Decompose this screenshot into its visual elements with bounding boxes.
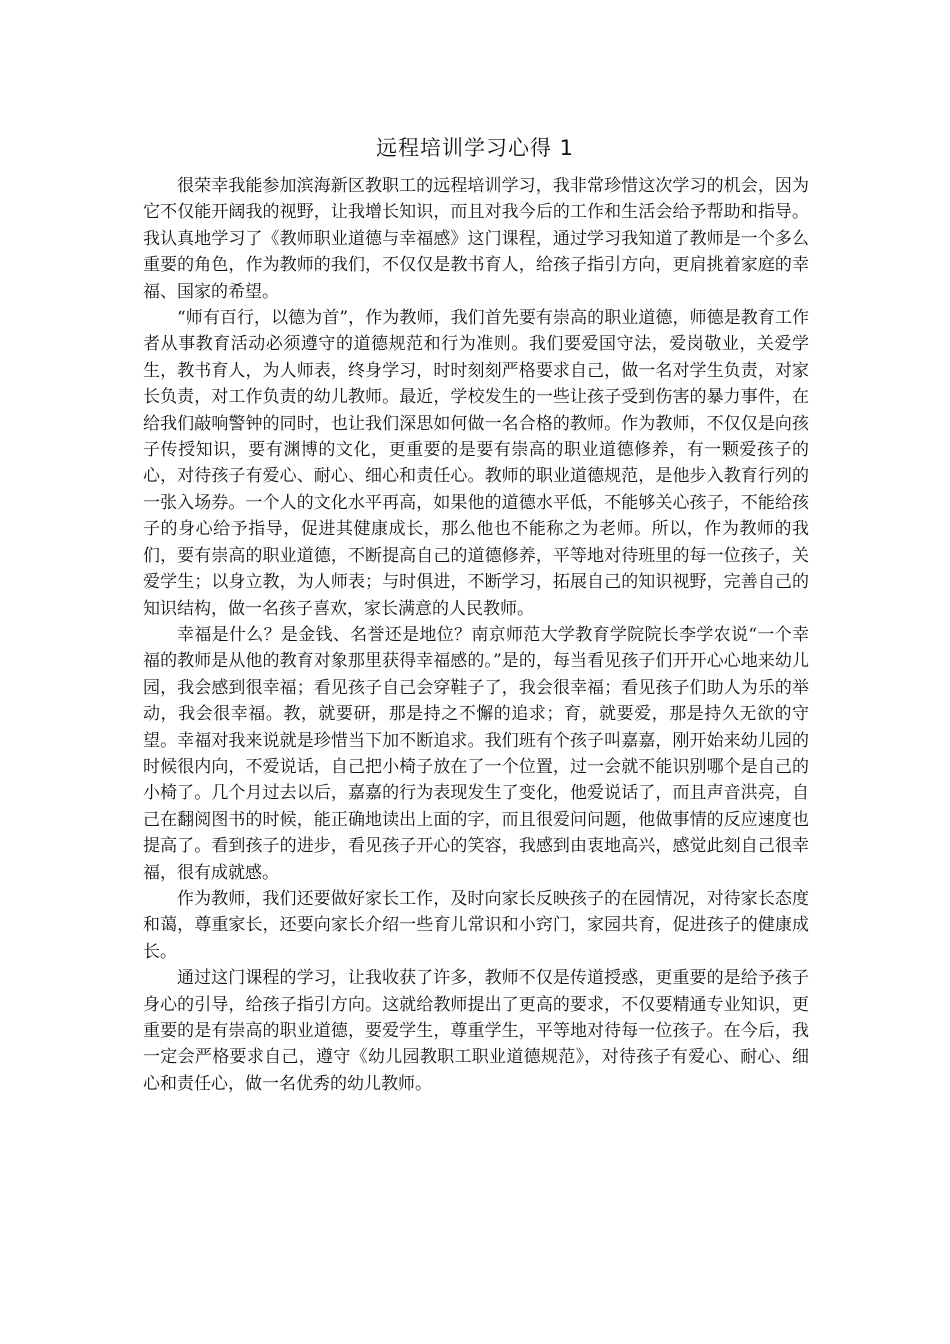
paragraph-3: 幸福是什么？是金钱、名誉还是地位？南京师范大学教育学院院长李学农说“一个幸福的教师是从他的教育对象那里获得幸福感的。”是的，每当看见孩子们开开心心地来幼儿园，我会感到很幸福；看见孩子自己会穿鞋子了，我会很幸福；看见孩子们助人为乐的举动，我会很幸福。教，就要研，那是持之不懈的追求；育，就要爱，那是持久无欲的守望。幸福对我来说就是珍惜当下加不断追求。我们班有个孩子叫嘉嘉，刚开始来幼儿园的时候很内向，不爱说话，自己把小椅子放在了一个位置，过一会就不能识别哪个是自己的小椅了。几个月过去以后，嘉嘉的行为表现发生了变化，他爱说话了，而且声音洪亮，自己在翻阅图书的时候，能正确地读出上面的字，而且很爱问问题，他做事情的反应速度也提高了。看到孩子的进步，看见孩子开心的笑容，我感到由衷地高兴，感觉此刻自己很幸福，很有成就感。	[143, 624, 809, 883]
document-body	[143, 173, 809, 1097]
paragraph-5: 通过这门课程的学习，让我收获了许多，教师不仅是传道授惑，更重要的是给予孩子身心的引导，给孩子指引方向。这就给教师提出了更高的要求，不仅要精通专业知识，更重要的是有崇高的职业道德，要爱学生，尊重学生，平等地对待每一位孩子。在今后，我一定会严格要求自己，遵守《幼儿园教职工职业道德规范》，对待孩子有爱心、耐心、细心和责任心，做一名优秀的幼儿教师。	[143, 968, 809, 1094]
paragraph-1: 很荣幸我能参加滨海新区教职工的远程培训学习，我非常珍惜这次学习的机会，因为它不仅能开阔我的视野，让我增长知识，而且对我今后的工作和生活会给予帮助和指导。我认真地学习了《教师职业道德与幸福感》这门课程，通过学习我知道了教师是一个多么重要的角色，作为教师的我们，不仅仅是教书育人，给孩子指引方向，更肩挑着家庭的幸福、国家的希望。	[143, 176, 809, 302]
paragraph-2: “师有百行，以德为首”，作为教师，我们首先要有崇高的职业道德，师德是教育工作者从事教育活动必须遵守的道德规范和行为准则。我们要爱国守法，爱岗敬业，关爱学生，教书育人，为人师表，终身学习，时时刻刻严格要求自己，做一名对学生负责，对家长负责，对工作负责的幼儿教师。最近，学校发生的一些让孩子受到伤害的暴力事件，在给我们敲响警钟的同时，也让我们深思如何做一名合格的教师。作为教师，不仅仅是向孩子传授知识，要有渊博的文化，更重要的是要有崇高的职业道德修养，有一颗爱孩子的心，对待孩子有爱心、耐心、细心和责任心。教师的职业道德规范，是他步入教育行列的一张入场券。一个人的文化水平再高，如果他的道德水平低，不能够关心孩子，不能给孩子的身心给予指导，促进其健康成长，那么他也不能称之为老师。所以，作为教师的我们，要有崇高的职业道德，不断提高自己的道德修养，平等地对待班里的每一位孩子，关爱学生；以身立教，为人师表；与时俱进，不断学习，拓展自己的知识视野，完善自己的知识结构，做一名孩子喜欢，家长满意的人民教师。	[143, 308, 809, 619]
document-title: 远程培训学习心得 1	[375, 136, 575, 160]
paragraph-4: 作为教师，我们还要做好家长工作，及时向家长反映孩子的在园情况，对待家长态度和蔼，尊重家长，还要向家长介绍一些育儿常识和小窍门，家园共育，促进孩子的健康成长。	[143, 888, 809, 962]
